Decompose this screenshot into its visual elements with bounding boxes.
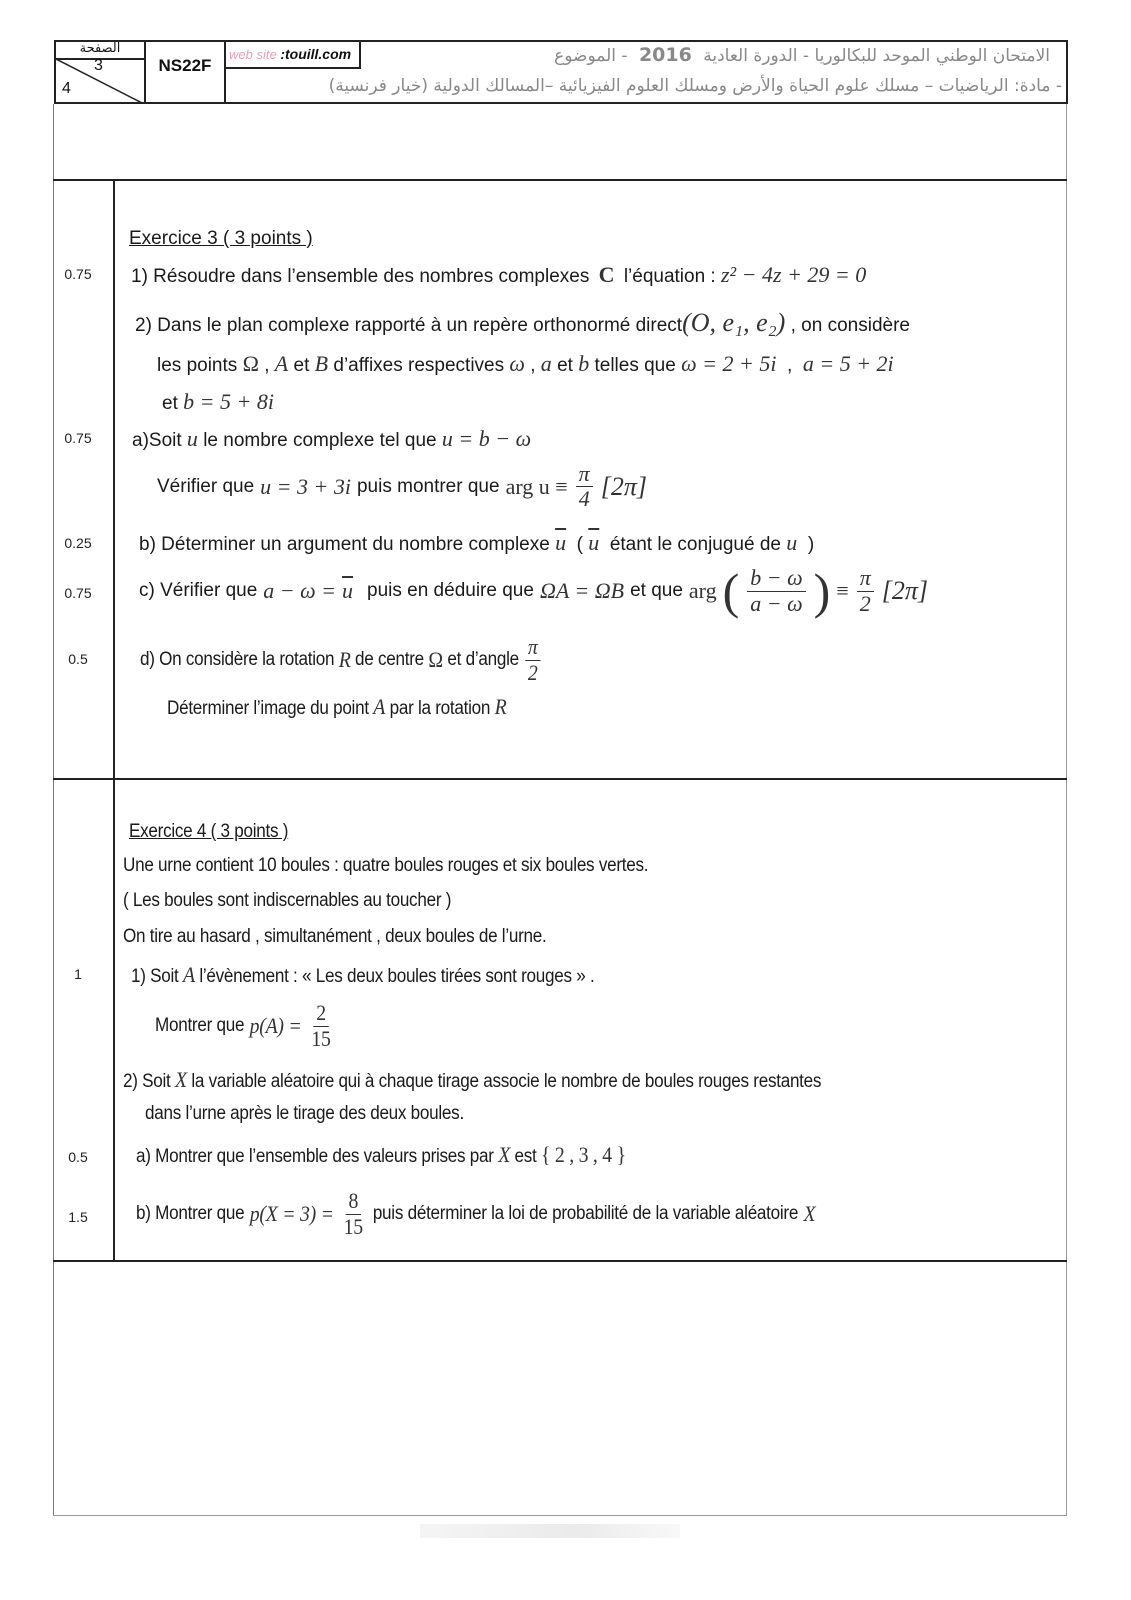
ex3-question-c (139, 561, 928, 621)
arg-label: arg (688, 578, 717, 603)
points-ex3-q1: 0.75 (64, 266, 92, 282)
ex3-question-2-points: les points Ω , A et B d’affixes respectives ω , a et b telles que ω = 2 + 5i , a = 5 + 2i (157, 351, 894, 376)
exam-code-cell (146, 42, 226, 102)
ex3-qd-text1: d) On considère la rotation (140, 649, 335, 670)
website-prefix: web site (229, 47, 281, 62)
ex4-line-2: ( Les boules sont indiscernables au toucher ) (123, 890, 452, 911)
random-variable-x: X (175, 1067, 187, 1092)
ex3-q1-text2: l’équation : (623, 266, 716, 287)
equation-u: u = b − ω (441, 426, 532, 451)
page-border-right (1066, 104, 1067, 1516)
points-ex3-qd: 0.5 (68, 651, 88, 667)
ex3-question-d-line2 (167, 694, 506, 720)
label-les-points: les points (157, 355, 238, 376)
points-ex3-qc: 0.75 (64, 585, 92, 601)
equation-omega-distances: ΩA = ΩB (539, 578, 625, 603)
ex3-qd-text3: et d’angle (447, 649, 519, 670)
open-paren: ( (576, 534, 583, 555)
ex4-q2-text2: la variable aléatoire qui à chaque tirage associe le nombre de boules rouges restantes (191, 1071, 822, 1092)
ex3-qc-text1: c) Vérifier que (139, 580, 258, 601)
label-affixes: d’affixes respectives (333, 355, 505, 376)
page-border-left (53, 104, 54, 1516)
fraction-angle-pi-2 (525, 635, 540, 684)
frac-numerator: b − ω (747, 566, 805, 591)
label-et: et (293, 355, 310, 376)
ex4-qa-text1: a) Montrer que l’ensemble des valeurs prises par (136, 1146, 494, 1167)
points-ex4-qb: 1.5 (68, 1209, 88, 1225)
var-u: u (186, 426, 198, 451)
frac-numerator: 8 (346, 1189, 361, 1214)
ex3-q1-text: 1) Résoudre dans l’ensemble des nombres complexes (131, 266, 590, 287)
points-column-divider-ex4 (113, 780, 115, 1261)
exam-year: 2016 (638, 44, 692, 66)
u-conjugate-2: $\overline{u}$ (588, 530, 600, 555)
probability-x-3: p(X = 3) = (249, 1201, 334, 1226)
ex3-question-d (140, 634, 542, 686)
points-ex4-qa: 0.5 (68, 1149, 88, 1165)
point-a: A (274, 351, 289, 376)
ex4-q2-text1: 2) Soit (123, 1071, 171, 1092)
ex3-question-b (139, 530, 814, 556)
page-cell (56, 42, 146, 102)
ex3-qc-text2: puis en déduire que (367, 580, 534, 601)
point-b: B (314, 351, 329, 376)
exam-title-line1 (554, 43, 1050, 68)
equation-a: a = 5 + 2i (802, 351, 894, 376)
page-border-bottom (53, 1515, 1067, 1516)
ex4-qb-text1: b) Montrer que (136, 1203, 245, 1224)
exam-code: NS22F (158, 56, 212, 75)
ex3-question-1 (131, 262, 866, 288)
equation-omega: ω = 2 + 5i (681, 351, 777, 376)
point-a-2: A (373, 694, 386, 719)
ex3-qa-text1: a)Soit (132, 430, 182, 451)
website-name: :touill.com (280, 46, 352, 62)
points-ex3-qb: 0.25 (64, 535, 92, 551)
value-set: { 2 , 3 , 4 } (541, 1142, 626, 1167)
frac-numerator: π (525, 635, 540, 660)
exam-title-part1: الامتحان الوطني الموحد للبكالوريا - الدورة العادية (703, 46, 1050, 66)
ex3-q2-intro: 2) Dans le plan complexe rapporté à un repère orthonormé direct (135, 315, 683, 336)
ex3-question-2-intro (135, 308, 910, 338)
ex3-qc-text3: et que (630, 580, 683, 601)
website-box[interactable] (226, 42, 361, 69)
var-u-2: u (786, 530, 798, 555)
arg-u: arg u ≡ (505, 473, 568, 499)
probability-a: p(A) = (249, 1013, 302, 1038)
label-telles-que: telles que (594, 355, 676, 376)
ex3-q1-equation: z² − 4z + 29 = 0 (721, 262, 867, 287)
affix-a: a (540, 351, 552, 376)
orthonormal-frame: (O, e₁, e₂) (682, 308, 786, 337)
ex3-qd-line2a: Déterminer l’image du point (167, 698, 369, 719)
label-et-3: et (162, 393, 178, 414)
u-conjugate-3: $\overline{u}$ (342, 578, 354, 603)
close-paren: ) (807, 534, 815, 555)
ex3-qa-text2: le nombre complexe tel que (203, 430, 437, 451)
frac-denominator: 4 (578, 486, 590, 512)
exam-header (54, 40, 1068, 104)
frac-numerator: π (857, 566, 874, 591)
fraction-8-15 (341, 1189, 366, 1238)
affix-b: b (578, 351, 590, 376)
fraction-pi-2 (857, 566, 874, 615)
ex4-question-b (136, 1188, 815, 1240)
exercise3-title: Exercice 3 ( 3 points ) (129, 228, 313, 249)
scan-watermark (420, 1524, 680, 1538)
exercise4-bottom-rule (53, 1260, 1067, 1262)
equation-a-minus-omega: a − ω = (263, 578, 337, 603)
center-omega: Ω (428, 647, 443, 672)
ex4-question-1 (131, 962, 594, 988)
ex4-qb-text2: puis déterminer la loi de probabilité de la variable aléatoire (372, 1203, 799, 1224)
frac-numerator: π (576, 462, 593, 487)
ex3-qa-show: puis montrer que (356, 475, 500, 497)
ex3-qd-text2: de centre (355, 649, 424, 670)
page-label: الصفحة (79, 41, 121, 56)
ex4-question-1-line2 (155, 1000, 335, 1052)
ex4-q1-text1: 1) Soit (131, 966, 179, 987)
ex3-qb-text3: étant le conjugué de (609, 534, 781, 555)
fraction-2-15 (309, 1001, 334, 1050)
affix-omega: ω (509, 351, 525, 376)
fraction-pi-4 (576, 462, 593, 511)
frac-numerator: 2 (314, 1001, 329, 1026)
ex4-line-3: On tire au hasard , simultanément , deux boules de l’urne. (123, 926, 547, 947)
frac-denominator: 2 (859, 590, 871, 616)
ex3-question-2-b (162, 389, 274, 415)
random-variable-x-2: X (498, 1142, 511, 1167)
exam-title-part2: - الموضوع (554, 46, 628, 66)
points-column-divider-ex3 (113, 180, 115, 780)
big-paren-right: ) (813, 563, 831, 619)
equation-b: b = 5 + 8i (183, 389, 274, 414)
page-number: 3 (94, 57, 103, 74)
ex4-question-2 (123, 1067, 821, 1093)
ex3-qd-line2b: par la rotation (389, 698, 491, 719)
u-conjugate: $\overline{u}$ (555, 530, 567, 555)
frac-denominator: 15 (311, 1025, 331, 1051)
ex3-question-a (132, 426, 531, 452)
ex3-qa-verify: Vérifier que (157, 475, 255, 497)
points-ex4-q1: 1 (74, 966, 82, 982)
equation-u-value: u = 3 + 3i (260, 473, 351, 499)
ex4-qa-text2: est (514, 1146, 537, 1167)
ex4-line-1: Une urne contient 10 boules : quatre boules rouges et six boules vertes. (123, 855, 649, 876)
label-et-2: et (557, 355, 573, 376)
ex4-question-a (136, 1142, 626, 1168)
frac-denominator: a − ω (750, 590, 803, 616)
event-a: A (183, 962, 195, 987)
big-paren-left: ( (722, 563, 740, 619)
points-ex3-qa: 0.75 (64, 430, 92, 446)
exam-title-cell (226, 42, 1066, 102)
ex3-qb-text1: b) Déterminer un argument du nombre complexe (139, 534, 550, 555)
frac-denominator: 2 (527, 659, 538, 685)
ex3-q2-intro-end: , on considère (790, 315, 910, 336)
equiv-symbol: ≡ (836, 578, 849, 603)
header-bottom-rule (53, 179, 1067, 181)
ex4-question-2-line2: dans l’urne après le tirage des deux boules. (145, 1103, 464, 1124)
exam-title-line2: - مادة: الرياضيات – مسلك علوم الحياة والأرض ومسلك العلوم الفيزيائية –المسالك الدولية (خيار فرنسية) (328, 76, 1062, 96)
exercise4-title: Exercice 4 ( 3 points ) (129, 821, 289, 842)
omega-point: Ω (242, 351, 259, 376)
total-pages: 4 (62, 80, 71, 97)
ex4-q1-show: Montrer que (155, 1015, 245, 1036)
frac-denominator: 15 (343, 1213, 363, 1239)
ex4-q1-text2: l’évènement : « Les deux boules tirées sont rouges » . (199, 966, 595, 987)
random-variable-x-3: X (803, 1201, 816, 1226)
exercise-divider (53, 778, 1067, 780)
modulo-2pi: [2π] (600, 471, 647, 501)
ex3-question-a-line2 (157, 462, 647, 511)
modulo-2pi-2: [2π] (881, 576, 929, 605)
complex-set-symbol: C (598, 262, 615, 287)
rotation-r-2: R (494, 694, 507, 719)
rotation-r: R (338, 647, 351, 672)
fraction-b-minus-w-over-a-minus-w (747, 566, 805, 615)
